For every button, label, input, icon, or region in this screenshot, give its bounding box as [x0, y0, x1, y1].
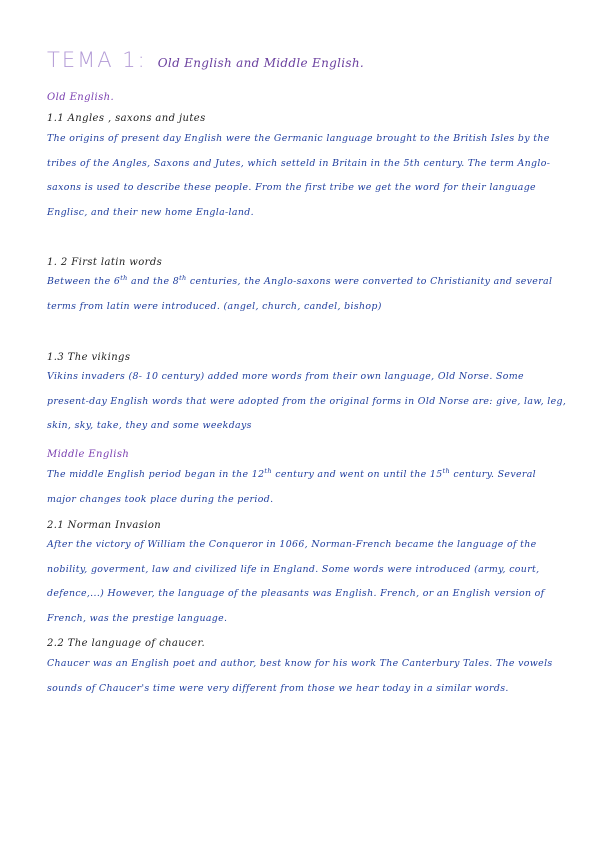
subheading-1-3: 1.3 The vikings [47, 352, 131, 363]
paragraph-1-2: Between the 6th and the 8th centuries, the Anglo-saxons were converted to Christianity and several terms from latin were introduced. (angel, church, candel, bishop) [47, 273, 553, 312]
title-subtitle: Old English and Middle English. [157, 56, 364, 70]
subheading-1-1: 1.1 Angles , saxons and jutes [47, 113, 206, 124]
subheading-2-2: 2.2 The language of chaucer. [47, 638, 206, 649]
page-title [47, 48, 364, 72]
paragraph-1-1: The origins of present day English were the Germanic language brought to the British Isles by the tribes of the Angles, Saxons and Jutes, which setteld in Britain in the 5th century. The term Anglo-saxons is used to describe these people. From the first tribe we get the word for their language Englisc, and their new home Engla-land. [47, 133, 551, 218]
subheading-1-2: 1. 2 First latin words [47, 257, 163, 268]
paragraph-2-2: Chaucer was an English poet and author, best know for his work The Canterbury Tales. The vowels sounds of Chaucer's time were very different from those we hear today in a similar words. [47, 658, 553, 694]
title-tema: TEMA 1: [47, 48, 147, 72]
section-heading-middle-english: Middle English [47, 449, 130, 460]
paragraph-middle-english: The middle English period began in the 12th century and went on until the 15th century. Several major changes took place during the period. [47, 466, 536, 505]
section-heading-old-english: Old English. [47, 92, 115, 103]
paragraph-1-3: Vikins invaders (8- 10 century) added more words from their own language, Old Norse. Some present-day English words that were adopted from the original forms in Old Norse are: give, law, leg, skin, sky, take, they and some weekdays [47, 371, 567, 431]
paragraph-2-1: After the victory of William the Conqueror in 1066, Norman-French became the language of the nobility, goverment, law and civilized life in England. Some words were introduced (army, court, defence,...) However, the language of the pleasants was English. French, or an English version of French, was the prestige language. [47, 539, 545, 624]
subheading-2-1: 2.1 Norman Invasion [47, 520, 162, 531]
